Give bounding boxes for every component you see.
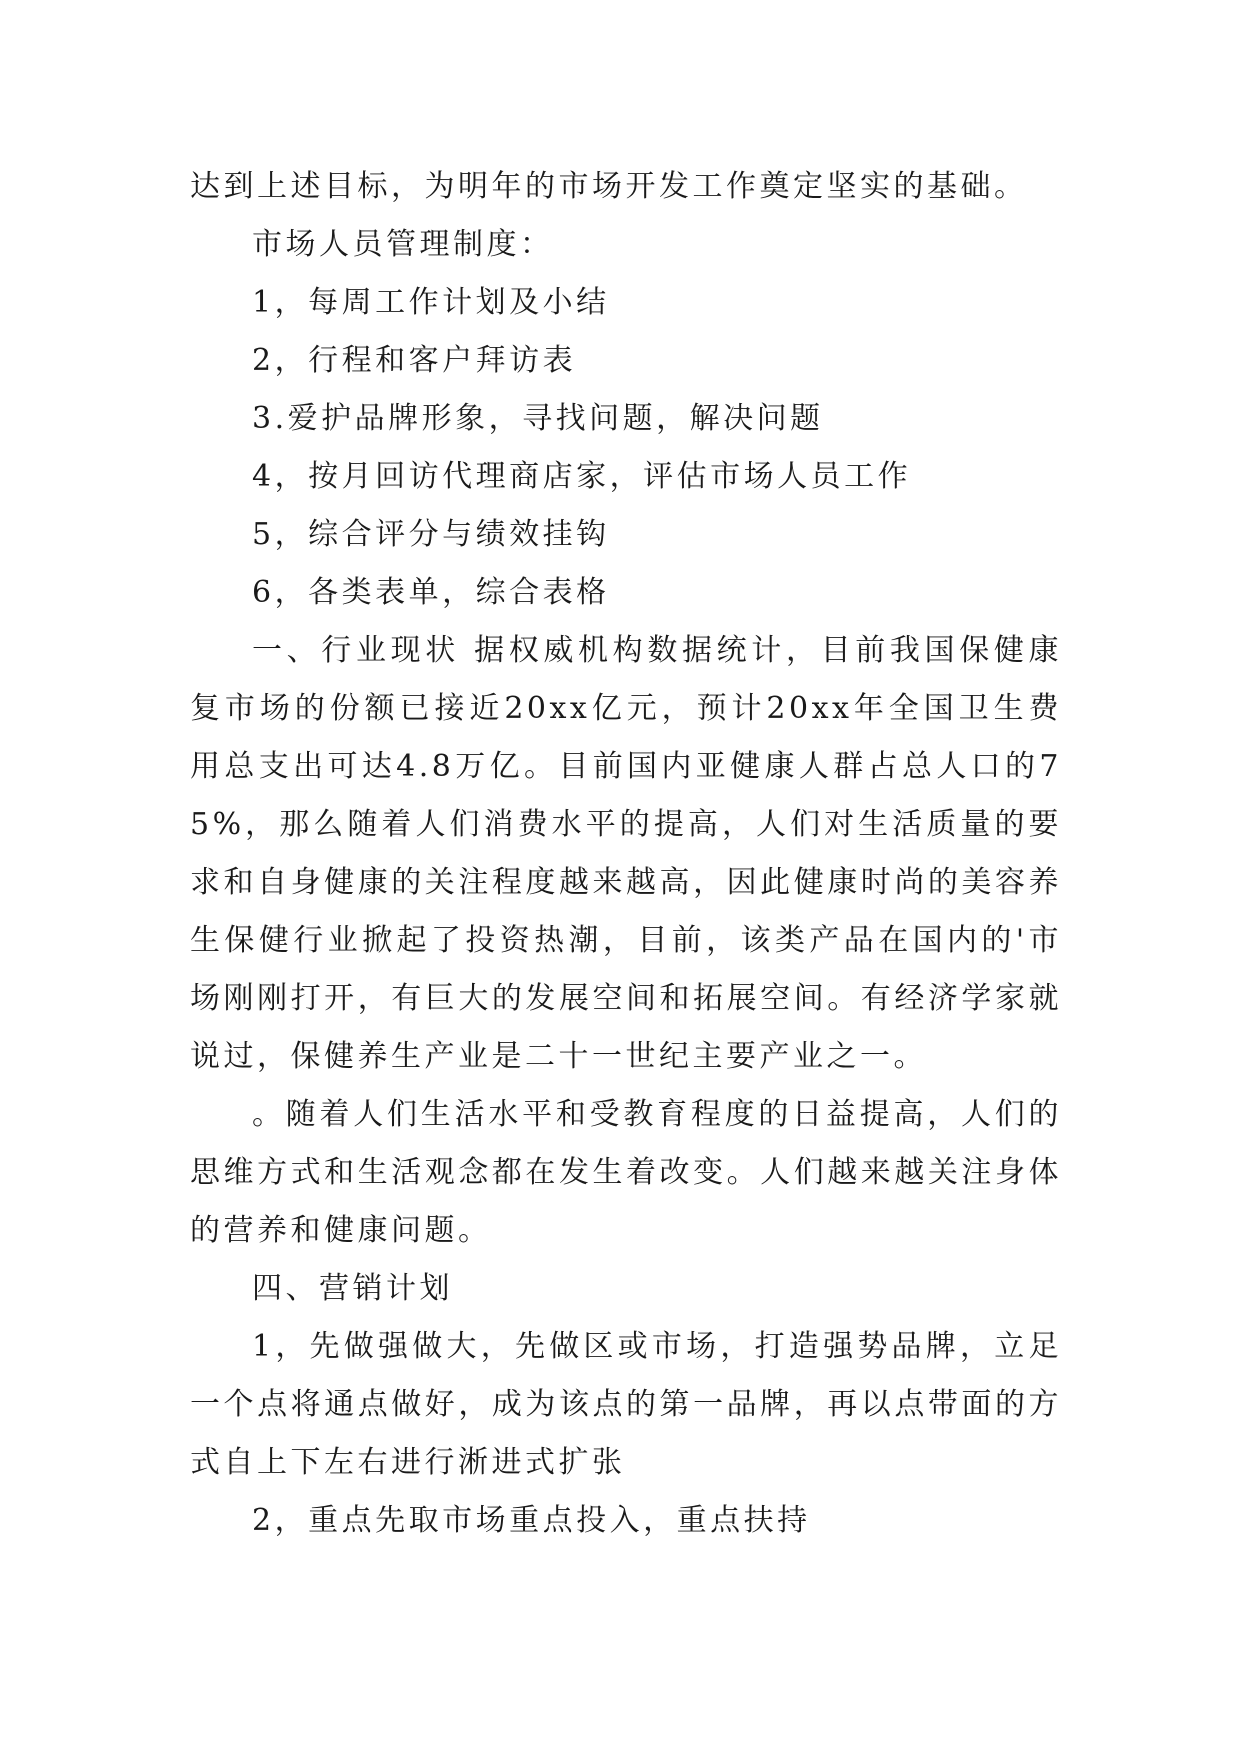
list-item-3: 3.爱护品牌形象，寻找问题，解决问题 [252,401,824,436]
list-item-6: 6，各类表单，综合表格 [252,575,610,610]
paragraph-living-standards: 。随着人们生活水平和受教育程度的日益提高，人们的思维方式和生活观念都在发生着改变。人们越来越关注身体的营养和健康问题。 [190,1097,1062,1248]
list-item-4: 4，按月回访代理商店家，评估市场人员工作 [252,459,912,494]
marketing-item-1: 1，先做强做大，先做区或市场，打造强势品牌，立足一个点将通点做好，成为该点的第一品牌，再以点带面的方式自上下左右进行淅进式扩张 [190,1329,1062,1480]
section-heading-marketing-plan: 四、营销计划 [252,1271,453,1306]
marketing-item-2: 2，重点先取市场重点投入，重点扶持 [252,1503,811,1538]
list-item-1: 1，每周工作计划及小结 [252,285,610,320]
section-heading-management: 市场人员管理制度： [252,227,554,262]
paragraph-continuation: 达到上述目标，为明年的市场开发工作奠定坚实的基础。 [190,169,1028,204]
document-body [190,158,1062,1550]
list-item-2: 2，行程和客户拜访表 [252,343,577,378]
list-item-5: 5，综合评分与绩效挂钩 [252,517,610,552]
paragraph-industry-status: 一、行业现状 据权威机构数据统计，目前我国保健康复市场的份额已接近20xx亿元，预计20xx年全国卫生费用总支出可达4.8万亿。目前国内亚健康人群占总人口的75%，那么随着人们消费水平的提高，人们对生活质量的要求和自身健康的关注程度越来越高，因此健康时尚的美容养生保健行业掀起了投资热潮，目前，该类产品在国内的'市场刚刚打开，有巨大的发展空间和拓展空间。有经济学家就说过，保健养生产业是二十一世纪主要产业之一。 [190,633,1062,1074]
